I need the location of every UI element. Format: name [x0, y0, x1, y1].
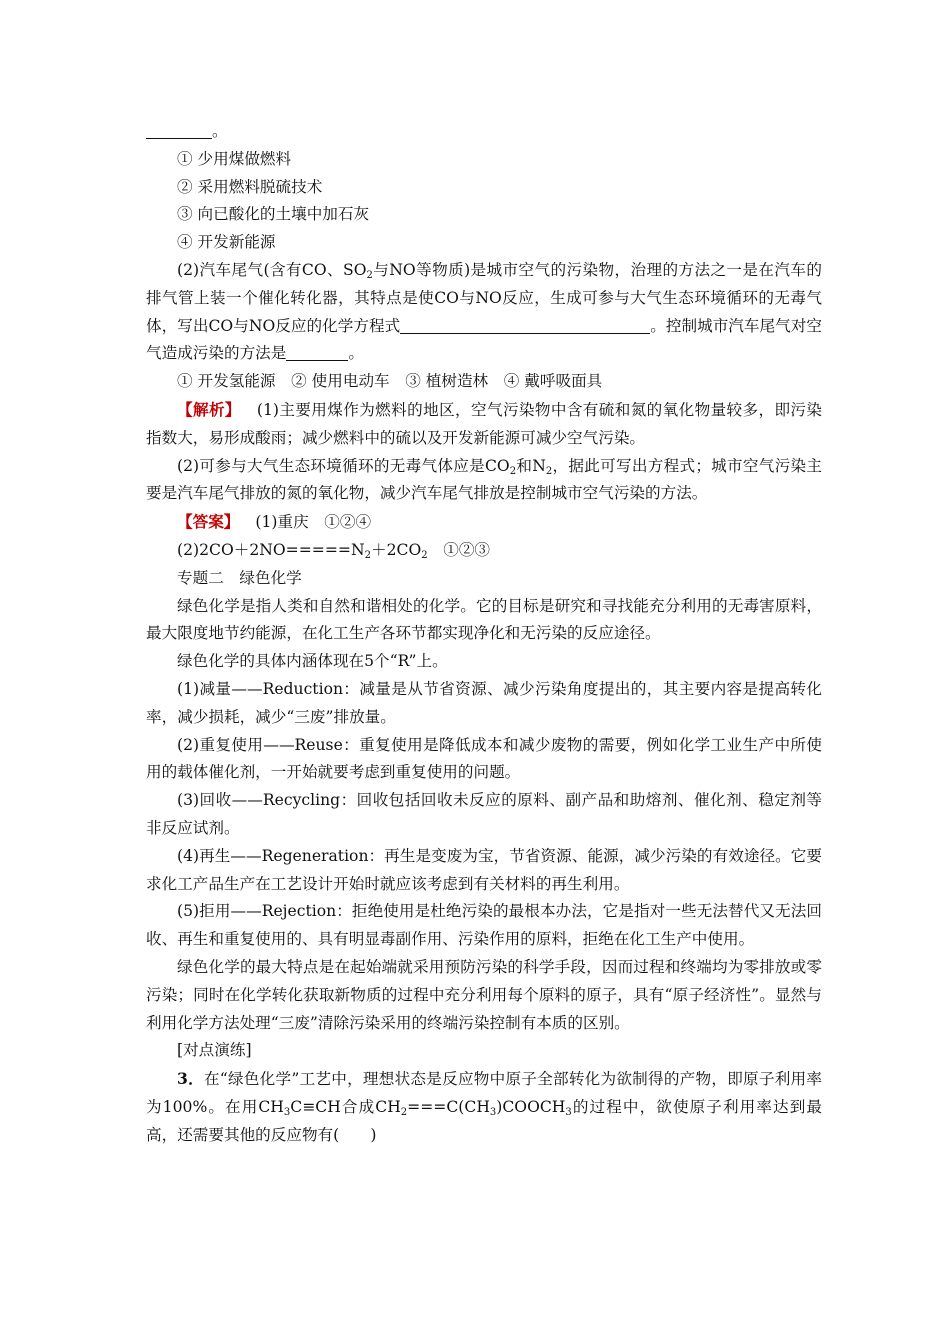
subscript: 2	[421, 549, 428, 561]
question-3	[146, 1065, 822, 1149]
r-reuse: (2)重复使用——Reuse：重复使用是降低成本和减少废物的需要，例如化学工业生产中所使用的载体催化剂，一开始就要考虑到重复使用的问题。	[146, 735, 822, 782]
answer-blank-line	[146, 118, 822, 146]
q3-text-a: 在“绿色化学”工艺中，理想状态是反应物中原子全部转化为欲制得的产物，即原子利用率为100%。在用CH	[146, 1070, 822, 1116]
option-4: ④ 开发新能源	[177, 233, 276, 252]
punctuation: 。	[212, 122, 228, 140]
answer-1-text: (1)重庆 ①②④	[255, 513, 372, 532]
q2-text-d: 。	[348, 344, 364, 363]
subscript: 2	[545, 465, 553, 477]
analysis-1-text: (1)主要用煤作为燃料的地区，空气污染物中含有硫和氮的氧化物量较多，即污染指数大，易形成酸雨；减少燃料中的硫以及开发新能源可减少空气污染。	[146, 400, 822, 447]
q2-text-a: (2)汽车尾气(含有CO、SO	[177, 260, 367, 279]
option-3: ③ 向已酸化的土壤中加石灰	[177, 205, 370, 224]
answer-tag: 【答案】	[177, 512, 240, 532]
r-recycling: (3)回收——Recycling：回收包括回收未反应的原料、副产品和助熔剂、催化剂、稳定剂等非反应试剂。	[146, 791, 822, 837]
r-rejection: (5)拒用——Rejection：拒绝使用是杜绝污染的最根本办法，它是指对一些无法替代又无法回收、再生和重复使用的、具有明显毒副作用、污染作用的原料，拒绝在化工生产中使用。	[146, 902, 822, 949]
answer-2-a: (2)2CO＋2NO=====N	[177, 540, 365, 559]
q3-text-b: C≡CH合成CH	[290, 1097, 401, 1116]
subscript: 2	[400, 1106, 408, 1118]
question-2	[146, 257, 822, 368]
answer-2	[146, 537, 822, 565]
q2-text-b: 与NO等物质)是城市空气的污染物，治理的方法之一是在汽车的排气管上装一个催化转化器，其特点是使CO与NO反应，生成可参与大气生态环境循环的无毒气体，写出CO与NO反应的化学方程式	[146, 260, 822, 335]
subscript: 2	[509, 465, 517, 477]
analysis-2-c: ，据此可写出方程式；城市空气污染主要是汽车尾气排放的氮的氧化物，减少汽车尾气排放是控制城市空气污染的方法。	[146, 456, 822, 503]
question-number: 3．	[177, 1069, 204, 1089]
subscript: 2	[364, 549, 372, 561]
answer-1	[146, 508, 822, 537]
q2-options: ① 开发氢能源 ② 使用电动车 ③ 植树造林 ④ 戴呼吸面具	[177, 372, 603, 391]
q3-text-d: )COOCH	[496, 1097, 566, 1116]
analysis-2-a: (2)可参与大气生态环境循环的无毒气体应是CO	[177, 456, 510, 475]
paragraph-5r: 绿色化学的具体内涵体现在5个“R”上。	[177, 652, 448, 671]
answer-2-b: ＋2CO	[371, 540, 422, 559]
answer-2-c: ①②③	[427, 540, 491, 559]
subscript: 3	[283, 1106, 291, 1118]
option-1: ① 少用煤做燃料	[177, 149, 292, 168]
document-content	[146, 118, 822, 1149]
paragraph-definition: 绿色化学是指人类和自然和谐相处的化学。它的目标是研究和寻找能充分利用的无毒害原料，最大限度地节约能源，在化工生产各环节都实现净化和无污染的反应途径。	[146, 596, 822, 643]
method-blank	[286, 342, 348, 361]
topic-heading: 专题二 绿色化学	[177, 568, 302, 587]
subscript: 3	[489, 1106, 497, 1118]
equation-blank	[400, 315, 650, 334]
subscript: 2	[366, 269, 373, 281]
practice-heading: [对点演练]	[177, 1041, 252, 1060]
q2-text-c: 。控制城市汽车尾气对空气造成污染的方法是	[146, 316, 822, 363]
paragraph-feature: 绿色化学的最大特点是在起始端就采用预防污染的科学手段，因而过程和终端均为零排放或零污染；同时在化学转化获取新物质的过程中充分利用每个原料的原子，具有“原子经济性”。显然与利用化学方法处理“三废”清除污染采用的终端污染控制有本质的区别。	[146, 957, 822, 1032]
analysis-2-b: 和N	[516, 456, 546, 475]
analysis-2	[146, 453, 822, 509]
option-2: ② 采用燃料脱硫技术	[177, 177, 323, 196]
analysis-1	[146, 396, 822, 453]
q3-text-e: 的过程中，欲使原子利用率达到最高，还需要其他的反应物有( )	[146, 1097, 822, 1144]
blank-underline	[146, 120, 212, 139]
subscript: 3	[565, 1106, 572, 1118]
analysis-tag: 【解析】	[177, 399, 241, 419]
q3-text-c: ===C(CH	[407, 1097, 490, 1116]
r-reduction: (1)减量——Reduction：减量是从节省资源、减少污染角度提出的，其主要内容是提高转化率，减少损耗，减少“三废”排放量。	[146, 679, 822, 726]
r-regeneration: (4)再生——Regeneration：再生是变废为宝，节省资源、能源，减少污染的有效途径。它要求化工产品生产在工艺设计开始时就应该考虑到有关材料的再生利用。	[146, 846, 822, 893]
